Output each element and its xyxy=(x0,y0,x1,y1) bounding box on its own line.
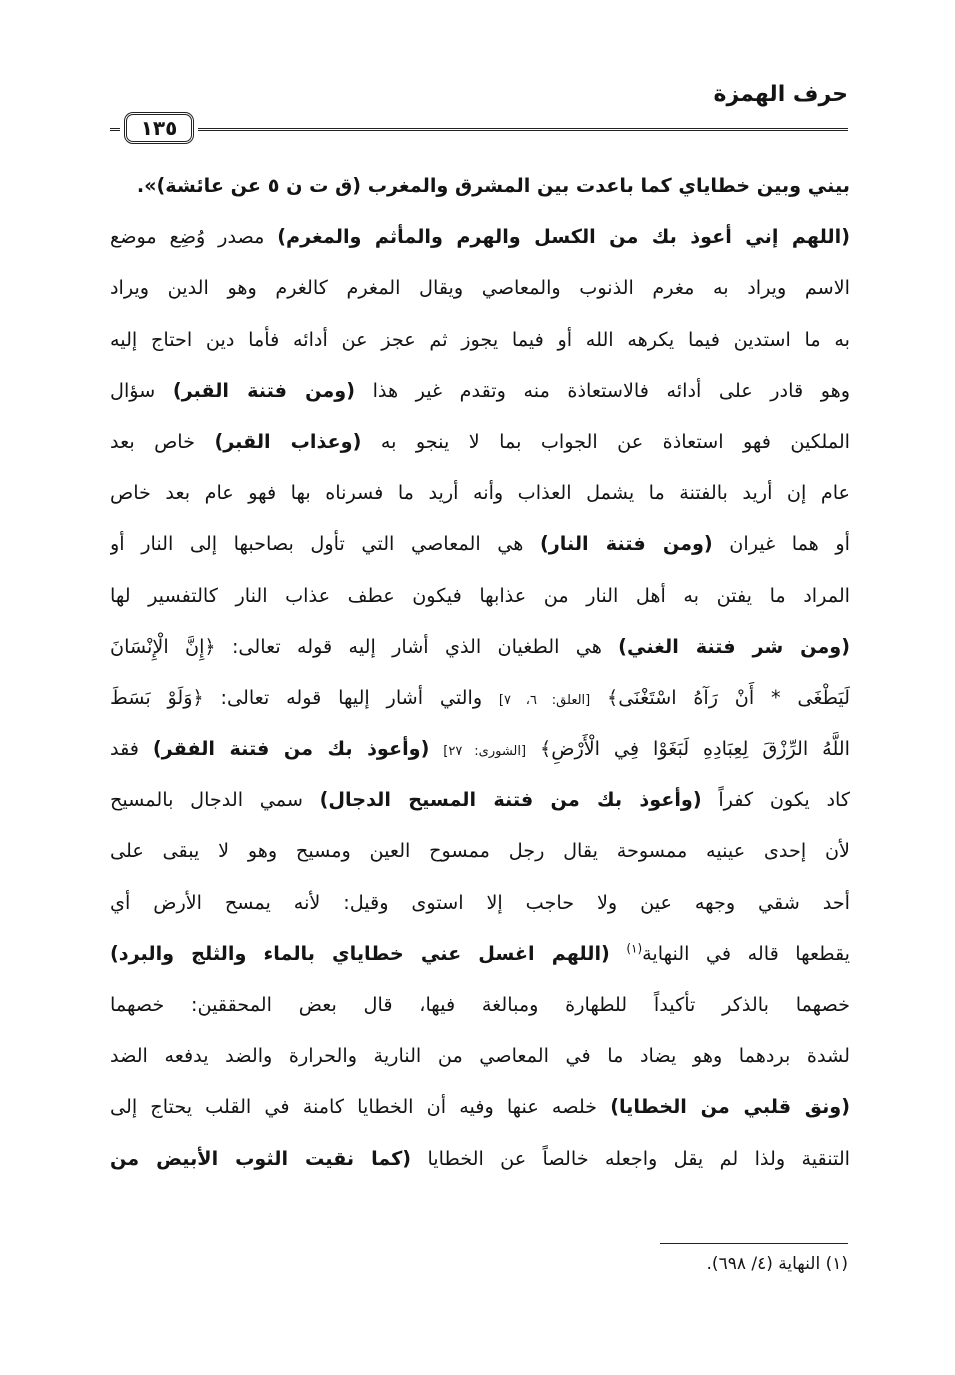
text-segment: والتي أشار إليها قوله تعالى: ﴿وَلَوْ بَسَطَ xyxy=(110,685,499,709)
text-segment: هي الطغيان الذي أشار إليه قوله تعالى: ﴿إِنَّ الْإِنْسَانَ xyxy=(110,634,619,658)
text-line xyxy=(110,518,850,569)
text-segment: الاسم ويراد به مغرم الذنوب والمعاصي ويقال المغرم كالغرم وهو الدين ويراد xyxy=(110,276,850,300)
text-line xyxy=(110,723,850,774)
text-segment: خلصه عنها وفيه أن الخطايا كامنة في القلب يحتاج إلى xyxy=(110,1095,611,1119)
footnote: (١) النهاية (٤/ ٦٩٨). xyxy=(706,1254,848,1274)
text-segment: سمي الدجال بالمسيح xyxy=(110,788,320,812)
text-line xyxy=(110,1081,850,1132)
header-rule-end xyxy=(110,128,120,131)
page-number: ١٣٥ xyxy=(140,116,178,140)
bold-phrase: (ومن شر فتنة الغني) xyxy=(618,634,850,658)
text-line xyxy=(110,928,850,979)
bold-phrase: (ونق قلبي من الخطايا) xyxy=(610,1095,850,1119)
bold-phrase: (كما نقيت الثوب الأبيض من xyxy=(110,1146,412,1170)
text-segment: سؤال xyxy=(110,378,173,402)
text-line xyxy=(110,416,850,467)
text-segment: أحد شقي وجهه عين ولا حاجب إلا استوى وقيل: لأنه يمسح الأرض أي xyxy=(110,890,850,914)
text-segment: وهو قادر على أدائه فالاستعاذة منه وتقدم غير هذا xyxy=(355,378,850,402)
text-segment: أو هما غيران xyxy=(712,532,850,556)
page-number-badge xyxy=(124,112,194,144)
bold-phrase: بيني وبين خطاياي كما باعدت بين المشرق والمغرب (ق ت ن ٥ عن عائشة)». xyxy=(136,174,850,197)
text-segment: لشدة بردهما وهو يضاد ما في المعاصي من النارية والحرارة والضد يدفعه الضد xyxy=(110,1044,850,1068)
text-segment: التنقية ولذا لم يقل واجعله خالصاً عن الخطايا xyxy=(411,1146,850,1170)
text-segment: الملكين فهو استعاذة عن الجواب بما لا ينجو به xyxy=(361,429,850,453)
footnote-rule xyxy=(660,1243,848,1244)
header-rule xyxy=(198,128,848,131)
text-segment: المراد ما يفتن به أهل النار من عذابها فيكون عطف عذاب النار كالتفسير لها xyxy=(110,583,850,607)
verse-reference: [العلق: ٦، ٧] xyxy=(498,692,591,708)
text-segment: لَيَطْغَى * أَنْ رَآهُ اسْتَغْنَى﴾ xyxy=(590,685,850,709)
text-line xyxy=(110,825,850,876)
text-line xyxy=(110,365,850,416)
text-segment: عام إن أريد بالفتنة ما يشمل العذاب وأنه أريد ما فسرناه بها فهو عام بعد خاص xyxy=(110,481,850,505)
body-text xyxy=(110,160,850,1184)
text-line xyxy=(110,160,850,211)
text-segment: لأن إحدى عينيه ممسوحة يقال رجل ممسوح العين ومسيح وهو لا يبقى على xyxy=(110,839,850,863)
text-segment xyxy=(610,942,627,965)
text-segment: به ما استدين فيما يكرهه الله أو فيما يجوز ثم عجز عن أدائه فأما دين احتاج إليه xyxy=(110,327,850,351)
text-segment: كاد يكون كفراً xyxy=(701,788,850,812)
text-line xyxy=(110,774,850,825)
footnote-marker: (١) xyxy=(626,941,643,956)
bold-phrase: (اللهم إني أعوذ بك من الكسل والهرم والمأثم والمغرم) xyxy=(277,225,850,249)
text-line xyxy=(110,570,850,621)
text-line xyxy=(110,672,850,723)
bold-phrase: (اللهم اغسل عني خطاياي بالماء والثلج والبرد) xyxy=(110,941,610,965)
bold-phrase: (ومن فتنة النار) xyxy=(539,532,713,556)
text-line xyxy=(110,262,850,313)
text-segment: هي المعاصي التي تأول بصاحبها إلى النار أو xyxy=(110,532,540,556)
bold-phrase: (وعذاب القبر) xyxy=(214,429,362,453)
text-segment: اللَّهُ الرِّزْقَ لِعِبَادِهِ لَبَغَوْا فِي الْأَرْضِ﴾ xyxy=(526,737,850,761)
verse-reference: [الشورى: ٢٧] xyxy=(443,744,527,760)
text-segment xyxy=(429,737,443,760)
text-line xyxy=(110,1133,850,1184)
text-segment: يقطعها قاله في النهاية xyxy=(642,941,850,965)
text-segment: فقد xyxy=(110,737,153,761)
text-line xyxy=(110,1030,850,1081)
text-line xyxy=(110,467,850,518)
running-title: حرف الهمزة xyxy=(713,82,848,107)
text-line xyxy=(110,621,850,672)
text-line xyxy=(110,211,850,262)
text-line xyxy=(110,979,850,1030)
bold-phrase: (ومن فتنة القبر) xyxy=(172,378,355,402)
text-line xyxy=(110,314,850,365)
text-segment: خصهما بالذكر تأكيداً للطهارة ومبالغة فيها، قال بعض المحققين: خصهما xyxy=(110,993,850,1016)
text-line xyxy=(110,877,850,928)
bold-phrase: (وأعوذ بك من فتنة الفقر) xyxy=(152,737,430,761)
text-segment: خاص بعد xyxy=(110,429,215,453)
bold-phrase: (وأعوذ بك من فتنة المسيح الدجال) xyxy=(319,788,702,812)
text-segment: مصدر وُضِع موضع xyxy=(110,225,278,249)
page-header xyxy=(110,78,848,150)
